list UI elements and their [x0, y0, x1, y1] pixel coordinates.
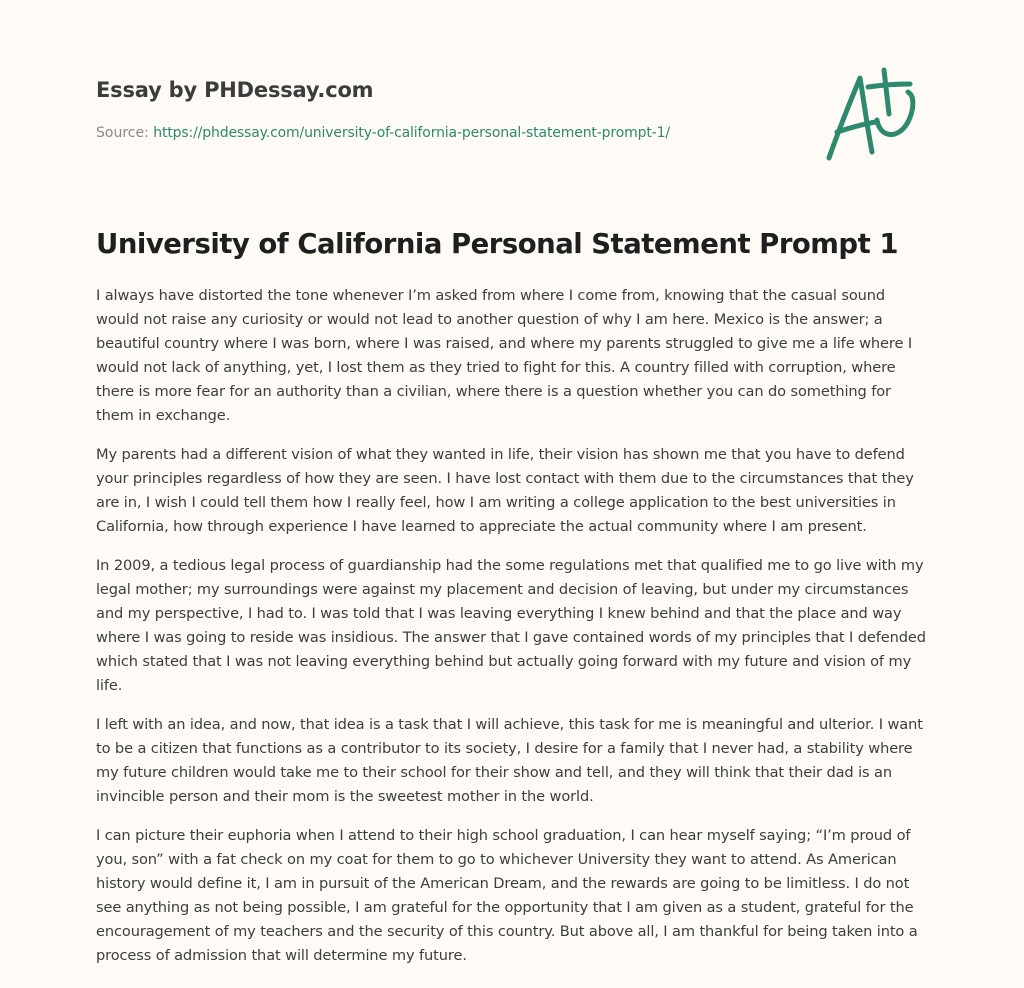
a-plus-grade-icon — [820, 66, 930, 166]
essay-paragraph: I left with an idea, and now, that idea is a task that I will achieve, this task for me is meaningful and ulterior. I want to be a citizen that functions as a contributor to its society, I desire for a family that I never had, a stability where my future children would take me to their school for their show and tell, and they will think that their dad is an invincible person and their mom is the sweetest mother in the world. — [96, 716, 923, 805]
source-line — [96, 123, 816, 143]
source-label: Source: — [96, 125, 154, 141]
header — [96, 76, 816, 143]
source-link[interactable]: https://phdessay.com/university-of-california-personal-statement-prompt-1/ — [153, 125, 670, 141]
essay-paragraph: My parents had a different vision of what they wanted in life, their vision has shown me that you have to defend your principles regardless of how they are seen. I have lost contact with them due to the circumstances that they are in, I wish I could tell them how I really feel, how I am writing a college application to the best universities in California, how through experience I have learned to appreciate the actual community where I am present. — [96, 446, 914, 535]
essay-title: University of California Personal Statement Prompt 1 — [96, 228, 898, 260]
site-title: Essay by PHDessay.com — [96, 78, 374, 102]
essay-paragraph: I always have distorted the tone whenever I’m asked from where I come from, knowing that the casual sound would not raise any curiosity or would not lead to another question of why I am here. Mexico is the answer; a beautiful country where I was born, where I was raised, and where my parents struggled to give me a life where I would not lack of anything, yet, I lost them as they tried to fight for this. A country filled with corruption, where there is more fear for an authority than a civilian, where there is a question whether you can do something for them in exchange. — [96, 287, 913, 424]
essay-paragraph: I can picture their euphoria when I attend to their high school graduation, I can hear myself saying; “I’m proud of you, son” with a fat check on my coat for them to go to whichever University they want to attend. As American history would define it, I am in pursuit of the American Dream, and the rewards are going to be limitless. I do not see anything as not being possible, I am grateful for the opportunity that I am given as a student, grateful for the encouragement of my teachers and the security of this country. But above all, I am thankful for being taken into a process of admission that will determine my future. — [96, 827, 918, 964]
essay-paragraph: In 2009, a tedious legal process of guardianship had the some regulations met that qualified me to go live with my legal mother; my surroundings were against my placement and decision of leaving, but under my circumstances and my perspective, I had to. I was told that I was leaving everything I knew behind and that the place and way where I was going to reside was insidious. The answer that I gave contained words of my principles that I defended which stated that I was not leaving everything behind but actually going forward with my future and vision of my life. — [96, 557, 926, 694]
essay-body — [96, 284, 932, 983]
